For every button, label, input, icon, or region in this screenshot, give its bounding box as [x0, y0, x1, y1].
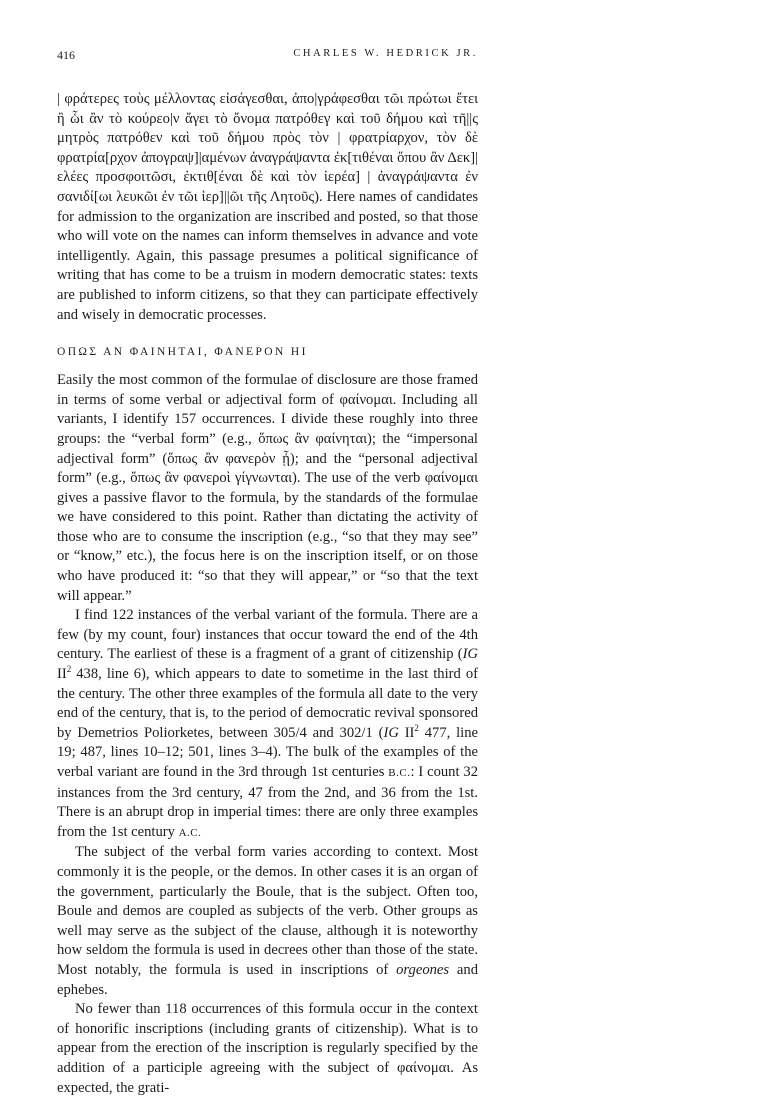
paragraph-greek-quotation: | φράτερες τοὺς μέλλοντας εἰσάγεσθαι, ἀπο|γράφεσθαι τῶι πρώτωι ἔτει ἢ ὧι ἂν τὸ κούρεο|ν ἄγει τὸ ὄνομα πατρόθεγ καὶ τοῦ δήμου καὶ τῆ||ς μητρὸς πατρόθεν καὶ τοῦ δήμου πρὸς τὸν | φρατρίαρχον, τὸν δὲ φρατρία[ρχον ἀπογραψ]|αμένων ἀναγράψαντα ἐκ[τιθέναι ὅπου ἂν Δεκ]|ελέες προσφοιτῶσι, ἐκτιθ[έναι δὲ καὶ τὸν ἱερέα] | ἀναγράψαντα ἐν σανιδί[ωι λευκῶι ἐν τῶι ἱερ]||ῶι τῆς Λητοῦς). Here names of candidates for admission to the organization are inscribed and posted, so that those who will vote on the names can inform themselves in advance and vote intelligently. Again, this passage presumes a political significance of writing that has come to be a truism in modern democratic states: texts are published to inform citizens, so that they can participate effectively and wisely in democratic processes.: [57, 91, 478, 323]
page: [57, 48, 478, 1098]
page-number: 416: [57, 48, 75, 62]
paragraph-subject-of-verbal-form: The subject of the verbal form varies according to context. Most commonly it is the people, or the demos. In other cases it is an organ of the government, particularly the Boule, that is the subject. Often too, Boule and demos are coupled as subjects of the verb. Other groups as well may serve as the subject of the clause, although it is noteworthy how seldom the formula is used in decrees other than those of the state. Most notably, the formula is used in inscriptions of orgeones and ephebes.: [57, 844, 478, 998]
body-text: [57, 90, 478, 1098]
paragraph-verbal-variant: I find 122 instances of the verbal variant of the formula. There are a few (by my count, four) instances that occur toward the end of the 4th century. The earliest of these is a fragment of a grant of citizenship (IG $II^2$ 438, line 6), which appears to date to sometime in the last third of the century. The other three examples of the formula all date to the very end of the century, that is, to the period of democratic revival sponsored by Demetrios Poliorketes, between 305/4 and 302/1 (IG $II^2$ 477, line 19; 487, lines 10–12; 501, lines 3–4). The bulk of the examples of the verbal variant are found in the 3rd through 1st centuries B.C.: I count 32 instances from the 3rd century, 47 from the 2nd, and 36 from the 1st. There is an abrupt drop in imperial times: there are only three examples from the 1st century A.C.: [57, 607, 478, 840]
running-head: [57, 48, 478, 70]
paragraph-formulae-overview: Easily the most common of the formulae of disclosure are those framed in terms of some verbal or adjectival form of φαίνομαι. Including all variants, I identify 157 occurrences. I divide these roughly into three groups: the “verbal form” (e.g., ὅπως ἂν φαίνηται); the “impersonal adjectival form” (ὅπως ἂν φανερὸν ᾖ); and the “personal adjectival form” (e.g., ὅπως ἂν φανεροὶ γίγνωνται). The use of the verb φαίνομαι gives a passive flavor to the formula, by the standards of the formulae we have considered to this point. Rather than dictating the activity of those who are to consume the inscription (e.g., “so that they may see” or “know,” etc.), the focus here is on the inscription itself, or on those who have produced it: “so that they will appear,” or “so that the text will appear.”: [57, 372, 478, 604]
section-heading: ΟΠΩΣ ΑΝ ΦΑΙΝΗΤΑΙ, ΦΑΝΕΡΟΝ ΗΙ: [57, 346, 308, 359]
running-title: CHARLES W. HEDRICK JR.: [293, 48, 478, 59]
paragraph-honorific-inscriptions: No fewer than 118 occurrences of this formula occur in the context of honorific inscriptions (including grants of citizenship). What is to appear from the erection of the inscription is regularly specified by the addition of a participle agreeing with the subject of φαίνομαι. As expected, the grati-: [57, 1001, 478, 1096]
